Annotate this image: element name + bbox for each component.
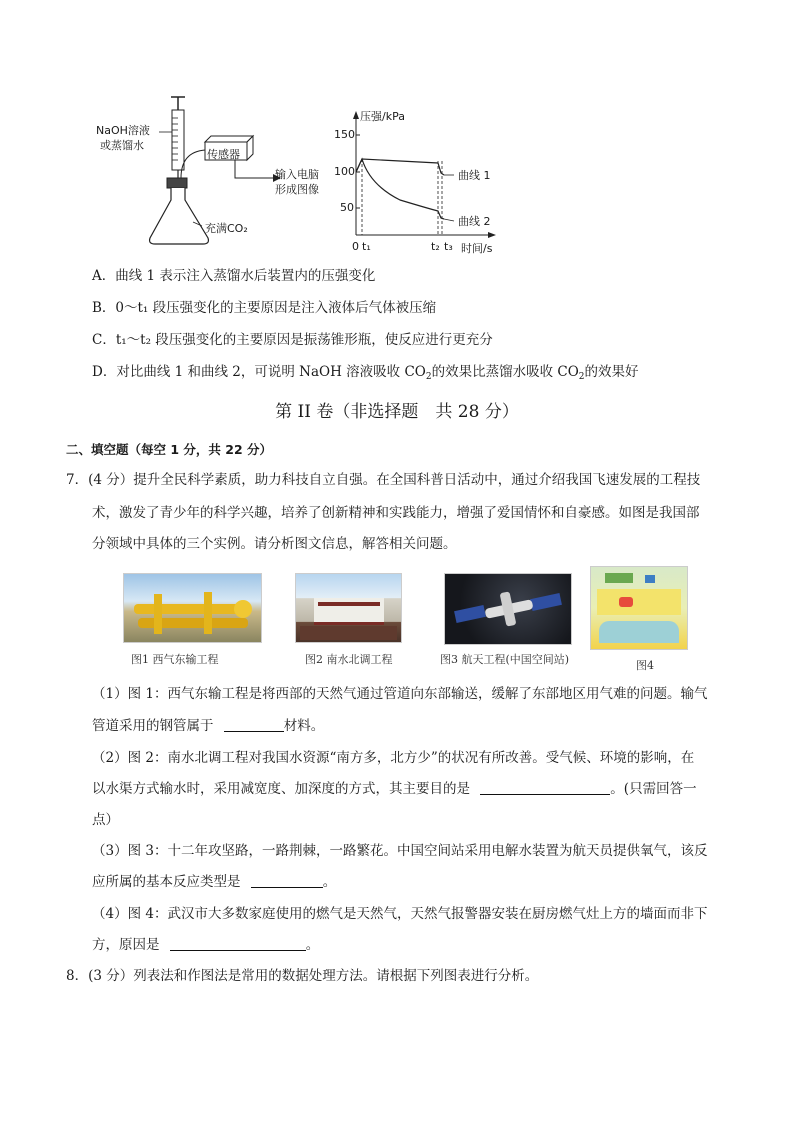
q7-line-3: 分领域中具体的三个实例。请分析图文信息，解答相关问题。 <box>92 536 457 552</box>
option-d-pre: D．对比曲线 1 和曲线 2，可说明 NaOH 溶液吸收 CO <box>92 364 426 380</box>
graph-ylabel: 压强/kPa <box>360 110 405 123</box>
graph-curve2-label: 曲线 2 <box>458 215 491 228</box>
option-a: A．曲线 1 表示注入蒸馏水后装置内的压强变化 <box>92 268 376 284</box>
caption-fig2: 图2 南水北调工程 <box>305 653 393 666</box>
q7-sub1-line-1: （1）图 1：西气东输工程是将西部的天然气通过管道向东部输送，缓解了东部地区用气难的问题。输气 <box>92 686 708 702</box>
caption-fig1: 图1 西气东输工程 <box>131 653 219 666</box>
label-output-1: 输入电脑 <box>275 168 319 181</box>
subscript: 2 <box>578 372 585 382</box>
answer-blank-4[interactable] <box>170 936 306 951</box>
option-d <box>92 362 639 387</box>
option-d-mid: 的效果比蒸馏水吸收 CO <box>431 364 579 380</box>
q7-line-2: 术，激发了青少年的科学兴趣，培养了创新精神和实践能力，增强了爱国情怀和自豪感。如图是我国部 <box>92 505 700 521</box>
photo-kitchen <box>590 566 688 650</box>
caption-fig3: 图3 航天工程(中国空间站) <box>440 653 570 666</box>
label-sensor: 传感器 <box>207 148 240 161</box>
photo-space-station <box>444 573 572 645</box>
q7-sub4-prefix: 方，原因是 <box>92 937 160 953</box>
option-b: B．0～t₁ 段压强变化的主要原因是注入液体后气体被压缩 <box>92 300 437 316</box>
q7-line-1: 7．(4 分）提升全民科学素质，助力科技自立自强。在全国科普日活动中，通过介绍我国飞速发展的工程技 <box>66 472 701 488</box>
graph-origin: 0 <box>352 240 359 253</box>
q8-line-1: 8．(3 分）列表法和作图法是常用的数据处理方法。请根据下列图表进行分析。 <box>66 968 539 984</box>
label-flask: 充满CO₂ <box>205 222 248 235</box>
q7-sub3-suffix: 。 <box>322 874 337 890</box>
option-d-post: 的效果好 <box>584 364 639 380</box>
q7-sub2-line-3: 点） <box>92 812 119 828</box>
graph-ytick-150: 150 <box>334 128 355 141</box>
q7-sub2-suffix: 。(只需回答一 <box>610 781 697 797</box>
section-heading: 二、填空题（每空 1 分，共 22 分） <box>66 442 273 457</box>
label-output-2: 形成图像 <box>275 183 319 196</box>
photo-gas-pipeline <box>123 573 262 643</box>
label-liquid-2: 或蒸馏水 <box>100 139 144 152</box>
q7-sub1-line-2 <box>92 716 324 736</box>
q7-sub1-prefix: 管道采用的钢管属于 <box>92 718 214 734</box>
q7-sub3-line-1: （3）图 3：十二年攻坚路，一路荆棘，一路繁花。中国空间站采用电解水装置为航天员提供氧气，该反 <box>92 843 708 859</box>
graph-xlabel: 时间/s <box>461 242 493 255</box>
q7-sub2-prefix: 以水渠方式输水时，采用减宽度、加深度的方式，其主要目的是 <box>92 781 470 797</box>
caption-fig4: 图4 <box>636 659 654 672</box>
q7-sub2-line-1: （2）图 2：南水北调工程对我国水资源“南方多，北方少”的状况有所改善。受气候、环境的影响，在 <box>92 750 695 766</box>
section-title: 第 II 卷（非选择题 共 28 分） <box>275 402 519 422</box>
q7-sub2-line-2 <box>92 779 697 799</box>
graph-curve1-label: 曲线 1 <box>458 169 491 182</box>
subscript: 2 <box>425 372 432 382</box>
curve-1 <box>356 159 444 175</box>
q7-sub1-suffix: 材料。 <box>283 718 325 734</box>
answer-blank-3[interactable] <box>251 873 323 888</box>
photo-water-diversion <box>295 573 402 643</box>
graph-t2: t₂ <box>431 240 440 253</box>
answer-blank-1[interactable] <box>224 717 284 732</box>
answer-blank-2[interactable] <box>480 780 610 795</box>
q7-sub3-prefix: 应所属的基本反应类型是 <box>92 874 241 890</box>
option-c: C．t₁～t₂ 段压强变化的主要原因是振荡锥形瓶，使反应进行更充分 <box>92 332 493 348</box>
graph-t3: t₃ <box>444 240 453 253</box>
q7-sub4-line-1: （4）图 4：武汉市大多数家庭使用的燃气是天然气，天然气报警器安装在厨房燃气灶上方的墙面而非下 <box>92 906 708 922</box>
q7-sub4-suffix: 。 <box>305 937 320 953</box>
label-liquid-1: NaOH溶液 <box>96 124 150 137</box>
apparatus-diagram <box>85 92 305 252</box>
graph-ytick-100: 100 <box>334 165 355 178</box>
curve-2 <box>356 159 444 219</box>
graph-ytick-50: 50 <box>340 201 354 214</box>
graph-t1: t₁ <box>362 240 371 253</box>
q7-sub3-line-2 <box>92 872 336 892</box>
q7-sub4-line-2 <box>92 935 319 955</box>
